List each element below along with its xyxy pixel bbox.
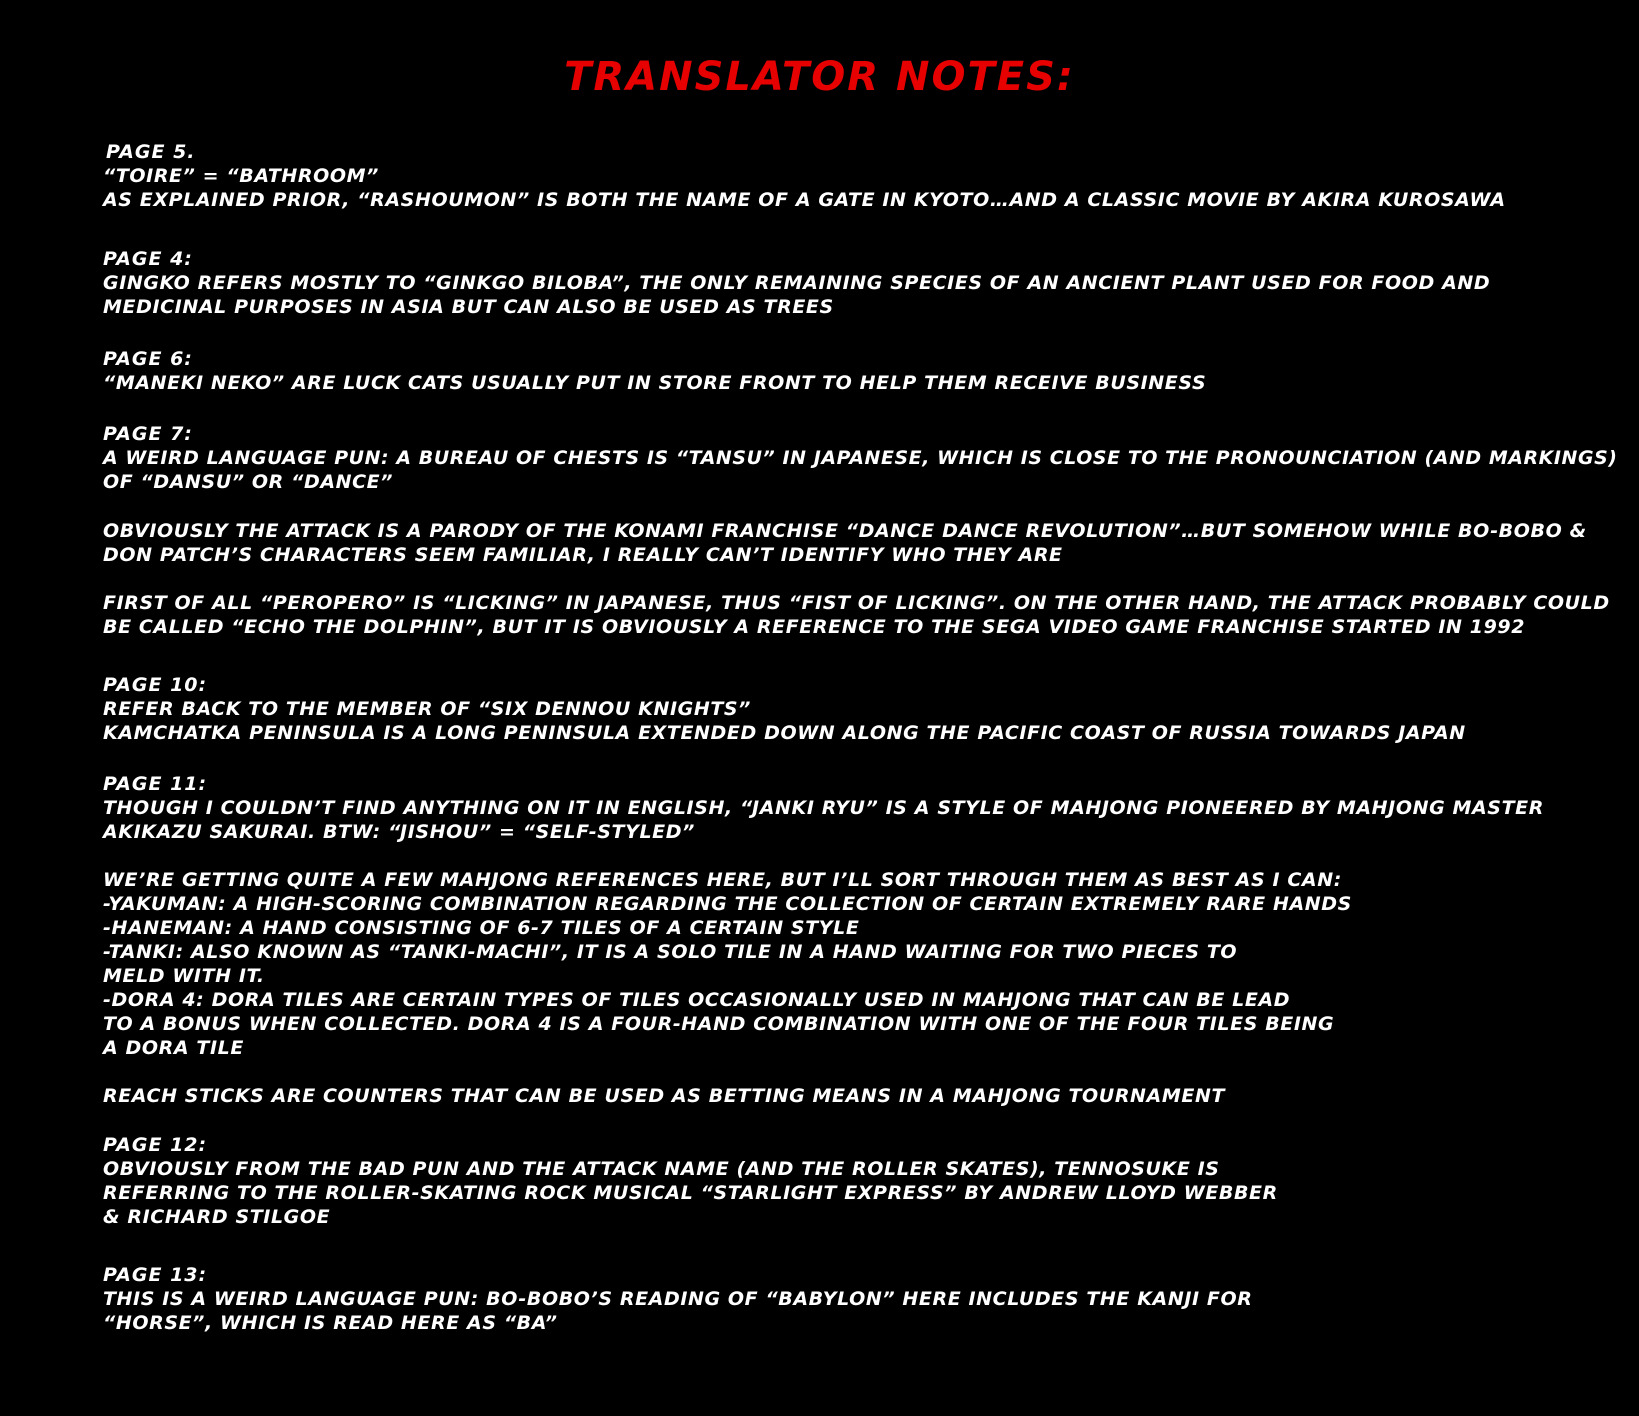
note-line: WE’RE GETTING QUITE A FEW MAHJONG REFERENCES HERE, BUT I’LL SORT THROUGH THEM AS BEST AS I CAN: [103,869,1342,891]
note-line: REFER BACK TO THE MEMBER OF “SIX DENNOU KNIGHTS” [103,698,751,720]
note-line: OF “DANSU” OR “DANCE” [103,471,394,493]
note-line: THOUGH I COULDN’T FIND ANYTHING ON IT IN ENGLISH, “JANKI RYU” IS A STYLE OF MAHJONG PIONEERED BY MAHJONG MASTER [103,797,1544,819]
note-line: TO A BONUS WHEN COLLECTED. DORA 4 IS A FOUR-HAND COMBINATION WITH ONE OF THE FOUR TILES BEING [103,1013,1335,1035]
note-line: A WEIRD LANGUAGE PUN: A BUREAU OF CHESTS IS “TANSU” IN JAPANESE, WHICH IS CLOSE TO THE PRONOUNCIATION (AND MARKINGS) [103,447,1618,469]
note-line: AKIKAZU SAKURAI. BTW: “JISHOU” = “SELF-STYLED” [103,821,695,843]
note-line: OBVIOUSLY FROM THE BAD PUN AND THE ATTACK NAME (AND THE ROLLER SKATES), TENNOSUKE IS [103,1158,1220,1180]
note-line: -DORA 4: DORA TILES ARE CERTAIN TYPES OF TILES OCCASIONALLY USED IN MAHJONG THAT CAN BE LEAD [103,989,1291,1011]
page-12-heading: PAGE 12: [103,1134,208,1156]
note-line: DON PATCH’S CHARACTERS SEEM FAMILIAR, I REALLY CAN’T IDENTIFY WHO THEY ARE [103,544,1063,566]
page-10-heading: PAGE 10: [103,674,208,696]
note-line: -TANKI: ALSO KNOWN AS “TANKI-MACHI”, IT IS A SOLO TILE IN A HAND WAITING FOR TWO PIECES TO [103,941,1238,963]
note-line: “HORSE”, WHICH IS READ HERE AS “BA” [103,1312,558,1334]
note-line: A DORA TILE [103,1037,244,1059]
note-line: THIS IS A WEIRD LANGUAGE PUN: BO-BOBO’S READING OF “BABYLON” HERE INCLUDES THE KANJI FOR [103,1288,1253,1310]
note-line: BE CALLED “ECHO THE DOLPHIN”, BUT IT IS OBVIOUSLY A REFERENCE TO THE SEGA VIDEO GAME FRANCHISE STARTED IN 1992 [103,616,1526,638]
note-line: MELD WITH IT. [103,965,265,987]
note-line: -HANEMAN: A HAND CONSISTING OF 6-7 TILES OF A CERTAIN STYLE [103,917,860,939]
note-line: MEDICINAL PURPOSES IN ASIA BUT CAN ALSO BE USED AS TREES [103,296,834,318]
note-line: REACH STICKS ARE COUNTERS THAT CAN BE USED AS BETTING MEANS IN A MAHJONG TOURNAMENT [103,1085,1226,1107]
note-line: & RICHARD STILGOE [103,1206,331,1228]
page-title: TRANSLATOR NOTES: [564,54,1075,100]
page-13-heading: PAGE 13: [103,1264,208,1286]
note-line: GINGKO REFERS MOSTLY TO “GINKGO BILOBA”, THE ONLY REMAINING SPECIES OF AN ANCIENT PLANT USED FOR FOOD AND [103,272,1491,294]
note-line: FIRST OF ALL “PEROPERO” IS “LICKING” IN JAPANESE, THUS “FIST OF LICKING”. ON THE OTHER HAND, THE ATTACK PROBABLY COULD [103,592,1610,614]
note-line: AS EXPLAINED PRIOR, “RASHOUMON” IS BOTH THE NAME OF A GATE IN KYOTO…AND A CLASSIC MOVIE BY AKIRA KUROSAWA [103,189,1506,211]
note-line: “MANEKI NEKO” ARE LUCK CATS USUALLY PUT IN STORE FRONT TO HELP THEM RECEIVE BUSINESS [103,372,1207,394]
page-5-heading: PAGE 5. [106,141,196,163]
note-line: REFERRING TO THE ROLLER-SKATING ROCK MUSICAL “STARLIGHT EXPRESS” BY ANDREW LLOYD WEBBER [103,1182,1278,1204]
note-line: “TOIRE” = “BATHROOM” [103,165,379,187]
note-line: -YAKUMAN: A HIGH-SCORING COMBINATION REGARDING THE COLLECTION OF CERTAIN EXTREMELY RARE HANDS [103,893,1352,915]
page-11-heading: PAGE 11: [103,773,208,795]
page-7-heading: PAGE 7: [103,423,193,445]
note-line: KAMCHATKA PENINSULA IS A LONG PENINSULA EXTENDED DOWN ALONG THE PACIFIC COAST OF RUSSIA TOWARDS JAPAN [103,722,1466,744]
note-line: OBVIOUSLY THE ATTACK IS A PARODY OF THE KONAMI FRANCHISE “DANCE DANCE REVOLUTION”…BUT SOMEHOW WHILE BO-BOBO & [103,520,1587,542]
page-4-heading: PAGE 4: [103,248,193,270]
page-6-heading: PAGE 6: [103,348,193,370]
